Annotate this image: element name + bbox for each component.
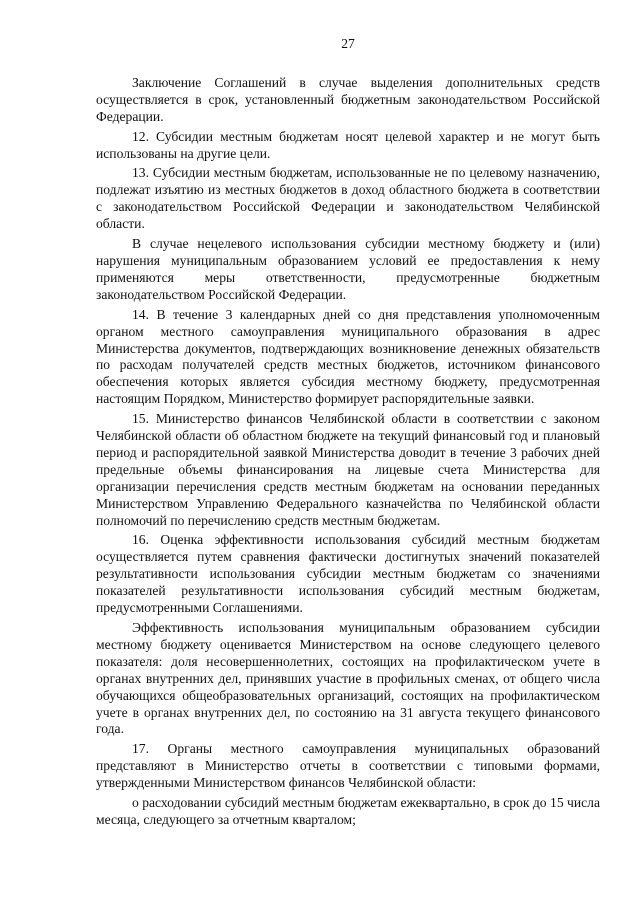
paragraph-13: 13. Субсидии местным бюджетам, использованные не по целевому назначению, подлежат изъятию из местных бюджетов в доход областного бюджета в соответствии с законодательством Российской Федерации и законодательством Челябинской области. [96, 165, 600, 232]
paragraph-17: 17. Органы местного самоуправления муниципальных образований представляют в Министерство отчеты в соответствии с типовыми формами, утвержденными Министерством финансов Челябинской области: [96, 741, 600, 791]
document-page [96, 36, 600, 832]
paragraph-quarterly-report: о расходовании субсидий местным бюджетам ежеквартально, в срок до 15 числа месяца, следующего за отчетным кварталом; [96, 795, 600, 827]
paragraph-14: 14. В течение 3 календарных дней со дня представления уполномоченным органом местного самоуправления муниципального образования в адрес Министерства документов, подтверждающих возникновение денежных обязательств по расходам получателей средств местных бюджетов, источником финансового обеспечения которых является субсидия местному бюджету, предусмотренная настоящим Порядком, Министерство формирует распорядительные заявки. [96, 306, 600, 407]
page-number: 27 [341, 36, 355, 51]
paragraph-16: 16. Оценка эффективности использования субсидий местным бюджетам осуществляется путем сравнения фактически достигнутых значений показателей результативности использования субсидии местным бюджетам со значениями показателей результативности использования субсидий местным бюджетам, предусмотренными Соглашениями. [96, 532, 600, 616]
paragraph-12: 12. Субсидии местным бюджетам носят целевой характер и не могут быть использованы на другие цели. [96, 128, 600, 161]
paragraph-misuse-liability: В случае нецелевого использования субсидии местному бюджету и (или) нарушения муниципальным образованием условий ее предоставления к нему применяются меры ответственности, предусмотренные бюджетным законодательством Российской Федерации. [96, 236, 600, 302]
paragraph-15: 15. Министерство финансов Челябинской области в соответствии с законом Челябинской области об областном бюджете на текущий финансовый год и плановый период и распорядительной заявкой Министерства доводит в течение 3 рабочих дней предельные объемы финансирования на лицевые счета Министерства для организации перечисления средств местным бюджетам на основании переданных Министерством Управлению Федерального казначейства по Челябинской области полномочий по перечислению средств местным бюджетам. [96, 411, 600, 528]
paragraph-efficiency-indicator: Эффективность использования муниципальным образованием субсидии местному бюджету оценивается Министерством на основе следующего целевого показателя: доля несовершеннолетних, состоящих на профилактическом учете в органах внутренних дел, принявших участие в профильных сменах, от общего числа обучающихся общеобразовательных организаций, состоящих на профилактическом учете в органах внутренних дел, по состоянию на 31 августа текущего финансового года. [96, 620, 600, 737]
paragraph-agreements-conclusion: Заключение Соглашений в случае выделения дополнительных средств осуществляется в срок, установленный бюджетным законодательством Российской Федерации. [96, 74, 600, 124]
